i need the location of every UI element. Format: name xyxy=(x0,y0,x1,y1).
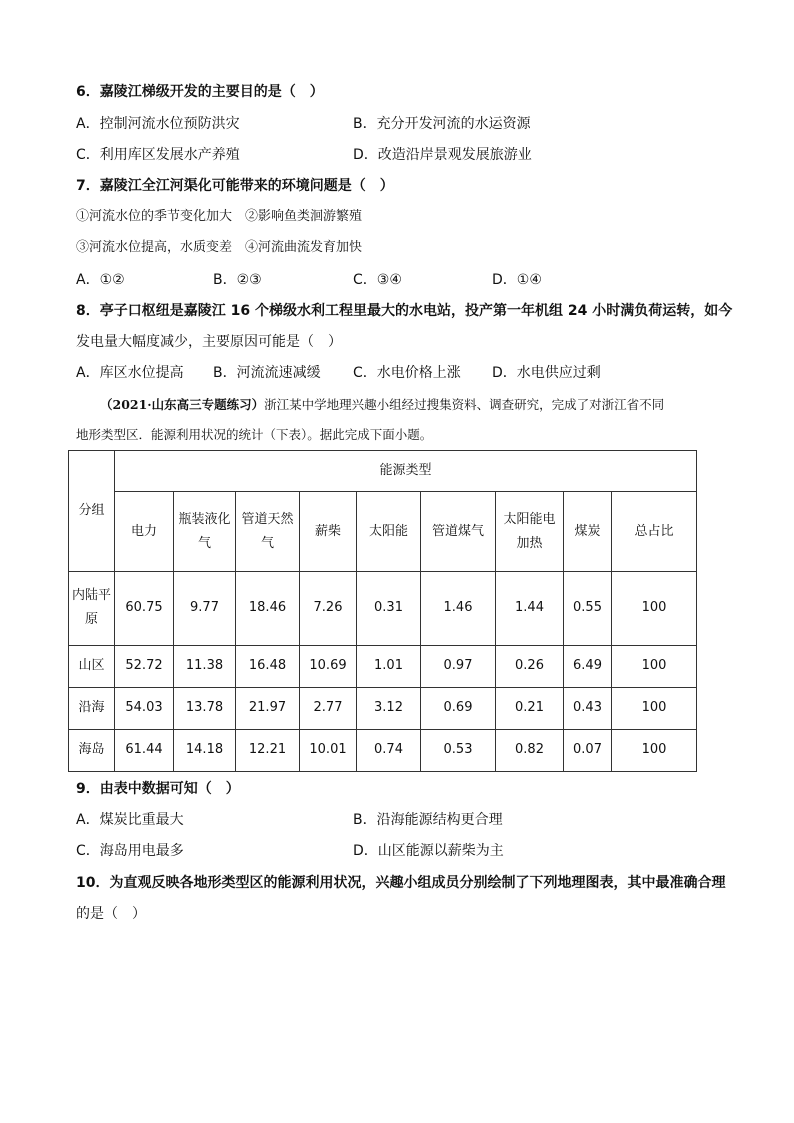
table-cell: 1.46 xyxy=(421,572,496,645)
table-cell: 0.53 xyxy=(421,729,496,771)
question-6-stem: 6．嘉陵江梯级开发的主要目的是（ ） xyxy=(76,84,324,100)
question-8-option-d[interactable]: D．水电供应过剩 xyxy=(492,365,601,381)
table-cell: 6.49 xyxy=(564,645,612,687)
row-label: 海岛 xyxy=(69,729,115,771)
question-9-option-d[interactable]: D．山区能源以薪柴为主 xyxy=(353,843,504,859)
question-9-option-a[interactable]: A．煤炭比重最大 xyxy=(76,812,184,828)
question-6-option-a[interactable]: A．控制河流水位预防洪灾 xyxy=(76,116,240,132)
question-6-option-d[interactable]: D．改造沿岸景观发展旅游业 xyxy=(353,147,532,163)
table-cell: 2.77 xyxy=(300,687,357,729)
question-7-statement-line: ①河流水位的季节变化加大 ②影响鱼类洄游繁殖 xyxy=(76,209,363,224)
table-cell: 9.77 xyxy=(174,572,236,645)
table-cell: 0.82 xyxy=(496,729,564,771)
table-cell: 52.72 xyxy=(115,645,174,687)
column-header: 管道煤气 xyxy=(421,492,496,572)
row-label: 内陆平原 xyxy=(69,572,115,645)
column-header: 总占比 xyxy=(612,492,697,572)
table-row xyxy=(69,729,697,771)
table-cell: 0.21 xyxy=(496,687,564,729)
question-8-stem-cont: 发电量大幅度减少，主要原因可能是（ ） xyxy=(76,334,342,350)
table-cell: 10.01 xyxy=(300,729,357,771)
column-header: 太阳能电加热 xyxy=(496,492,564,572)
energy-usage-table xyxy=(68,450,697,772)
table-cell: 0.26 xyxy=(496,645,564,687)
table-row xyxy=(69,687,697,729)
context-line-2: 地形类型区．能源利用状况的统计（下表）。据此完成下面小题。 xyxy=(76,427,433,442)
table-cell: 1.44 xyxy=(496,572,564,645)
table-cell: 14.18 xyxy=(174,729,236,771)
table-cell: 12.21 xyxy=(236,729,300,771)
row-label: 沿海 xyxy=(69,687,115,729)
table-cell: 7.26 xyxy=(300,572,357,645)
table-cell: 100 xyxy=(612,687,697,729)
table-cell: 54.03 xyxy=(115,687,174,729)
question-9-option-c[interactable]: C．海岛用电最多 xyxy=(76,843,184,859)
table-cell: 0.07 xyxy=(564,729,612,771)
column-header: 电力 xyxy=(115,492,174,572)
question-7-option-c[interactable]: C．③④ xyxy=(353,272,402,288)
group-header-cell: 分组 xyxy=(69,451,115,572)
table-cell: 61.44 xyxy=(115,729,174,771)
question-10-stem: 10．为直观反映各地形类型区的能源利用状况，兴趣小组成员分别绘制了下列地理图表，其中最准确合理 xyxy=(76,875,726,891)
column-header: 管道天然气 xyxy=(236,492,300,572)
table-cell: 100 xyxy=(612,645,697,687)
question-9-option-b[interactable]: B．沿海能源结构更合理 xyxy=(353,812,503,828)
question-7-option-b[interactable]: B．②③ xyxy=(213,272,262,288)
table-cell: 0.97 xyxy=(421,645,496,687)
table-cell: 21.97 xyxy=(236,687,300,729)
table-cell: 100 xyxy=(612,729,697,771)
question-6-option-b[interactable]: B．充分开发河流的水运资源 xyxy=(353,116,531,132)
table-cell: 3.12 xyxy=(357,687,421,729)
table-row xyxy=(69,645,697,687)
question-7-option-d[interactable]: D．①④ xyxy=(492,272,542,288)
question-9-stem: 9．由表中数据可知（ ） xyxy=(76,781,240,797)
column-header: 太阳能 xyxy=(357,492,421,572)
context-line-1 xyxy=(100,396,664,414)
question-7-stem: 7．嘉陵江全江河渠化可能带来的环境问题是（ ） xyxy=(76,178,394,194)
table-cell: 0.69 xyxy=(421,687,496,729)
table-cell: 11.38 xyxy=(174,645,236,687)
table-cell: 0.43 xyxy=(564,687,612,729)
column-header: 瓶装液化气 xyxy=(174,492,236,572)
context-text: 浙江某中学地理兴趣小组经过搜集资料、调查研究，完成了对浙江省不同 xyxy=(264,397,665,412)
question-6-option-c[interactable]: C．利用库区发展水产养殖 xyxy=(76,147,240,163)
question-7-option-a[interactable]: A．①② xyxy=(76,272,125,288)
table-cell: 1.01 xyxy=(357,645,421,687)
table-cell: 0.74 xyxy=(357,729,421,771)
table-cell: 13.78 xyxy=(174,687,236,729)
row-label: 山区 xyxy=(69,645,115,687)
question-8-stem: 8．亭子口枢纽是嘉陵江 16 个梯级水利工程里最大的水电站，投产第一年机组 24 小时满负荷运转，如今 xyxy=(76,303,733,319)
column-header: 薪柴 xyxy=(300,492,357,572)
table-cell: 0.31 xyxy=(357,572,421,645)
table-cell: 10.69 xyxy=(300,645,357,687)
table-cell: 18.46 xyxy=(236,572,300,645)
table-cell: 16.48 xyxy=(236,645,300,687)
question-8-option-b[interactable]: B．河流流速减缓 xyxy=(213,365,321,381)
question-8-option-c[interactable]: C．水电价格上涨 xyxy=(353,365,461,381)
question-10-stem-cont: 的是（ ） xyxy=(76,906,146,922)
table-cell: 60.75 xyxy=(115,572,174,645)
column-header: 煤炭 xyxy=(564,492,612,572)
question-7-statement-line: ③河流水位提高，水质变差 ④河流曲流发育加快 xyxy=(76,240,363,255)
table-cell: 0.55 xyxy=(564,572,612,645)
table-cell: 100 xyxy=(612,572,697,645)
energy-type-header-cell: 能源类型 xyxy=(115,451,697,492)
context-source: （2021·山东高三专题练习） xyxy=(100,397,265,412)
table-row xyxy=(69,572,697,645)
question-8-option-a[interactable]: A．库区水位提高 xyxy=(76,365,184,381)
